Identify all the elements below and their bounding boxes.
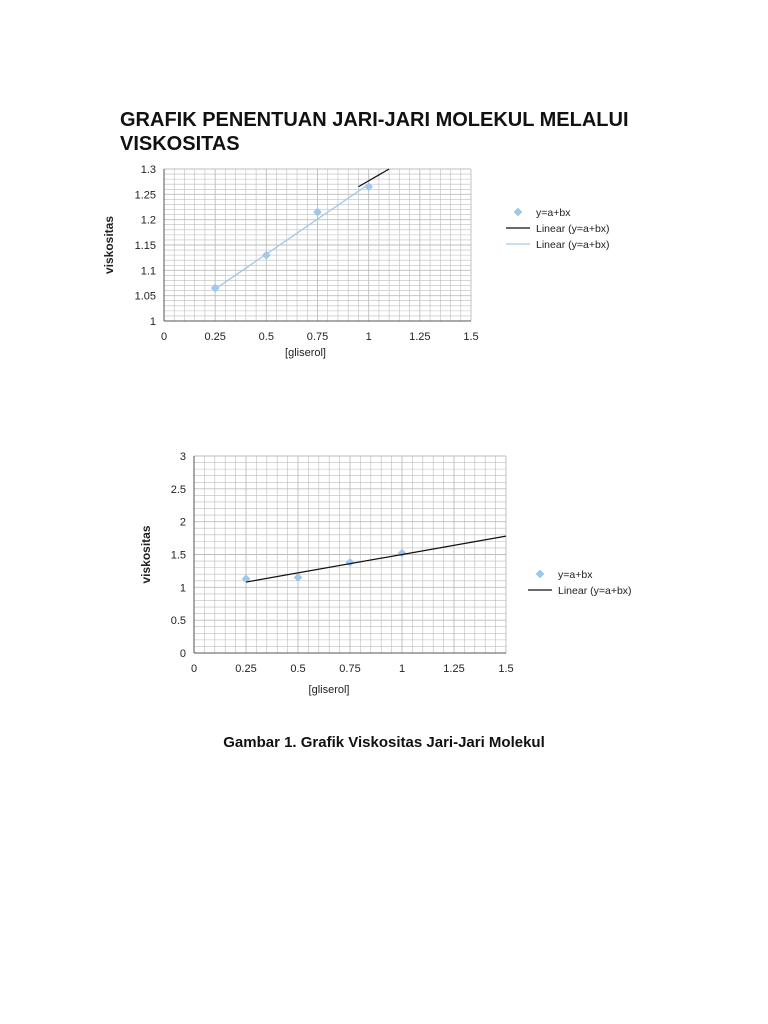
trendline <box>246 536 506 582</box>
y-tick-label: 1.2 <box>140 214 156 227</box>
x-axis-label: [gliserol] <box>308 684 350 696</box>
x-tick-label: 0 <box>160 331 168 343</box>
x-tick-label: 0.5 <box>258 331 274 343</box>
y-tick-label: 0 <box>179 648 186 660</box>
x-axis-label: [gliserol] <box>285 347 326 359</box>
x-tick-label: 1 <box>398 663 406 675</box>
x-tick-label: 1.25 <box>443 663 465 675</box>
legend-label: Linear (y=a+bx) <box>536 223 610 235</box>
y-tick-label: 3 <box>179 451 186 463</box>
x-tick-label: 0.75 <box>339 663 361 675</box>
x-tick-label: 0.5 <box>290 663 306 675</box>
legend-marker <box>536 570 544 578</box>
page-title: GRAFIK PENENTUAN JARI-JARI MOLEKUL MELALUI VISKOSITAS <box>120 109 629 155</box>
legend-label: y=a+bx <box>558 569 593 581</box>
data-point-marker <box>294 573 302 581</box>
y-tick-label: 2.5 <box>170 483 186 496</box>
x-tick-label: 1.25 <box>409 331 431 343</box>
legend-marker <box>514 208 522 216</box>
y-axis-label: viskositas <box>139 525 153 584</box>
trendline <box>215 184 368 289</box>
y-tick-label: 1.5 <box>170 549 186 562</box>
y-tick-label: 2 <box>179 516 186 529</box>
y-tick-label: 1.1 <box>140 265 156 278</box>
y-tick-label: 1.25 <box>134 189 156 202</box>
legend-label: Linear (y=a+bx) <box>558 585 632 597</box>
x-tick-label: 1 <box>365 331 372 343</box>
x-tick-label: 1.5 <box>463 331 479 343</box>
figure-caption: Gambar 1. Grafik Viskositas Jari-Jari Molekul <box>223 734 545 751</box>
data-point-marker <box>346 558 354 566</box>
x-tick-label: 0 <box>190 663 198 675</box>
y-axis-label: viskositas <box>102 215 116 275</box>
x-tick-label: 0.25 <box>204 331 226 343</box>
x-tick-label: 0.75 <box>306 331 329 343</box>
legend-label: y=a+bx <box>536 207 571 219</box>
y-tick-label: 0.5 <box>170 615 186 628</box>
x-tick-label: 1.5 <box>498 663 514 675</box>
y-tick-label: 1.3 <box>140 164 156 176</box>
data-point-marker <box>398 549 406 557</box>
y-tick-label: 1 <box>149 316 156 328</box>
y-tick-label: 1.05 <box>134 290 156 303</box>
legend-label: Linear (y=a+bx) <box>536 239 610 251</box>
y-tick-label: 1 <box>179 582 186 595</box>
y-tick-label: 1.15 <box>134 240 156 252</box>
x-tick-label: 0.25 <box>235 663 257 675</box>
